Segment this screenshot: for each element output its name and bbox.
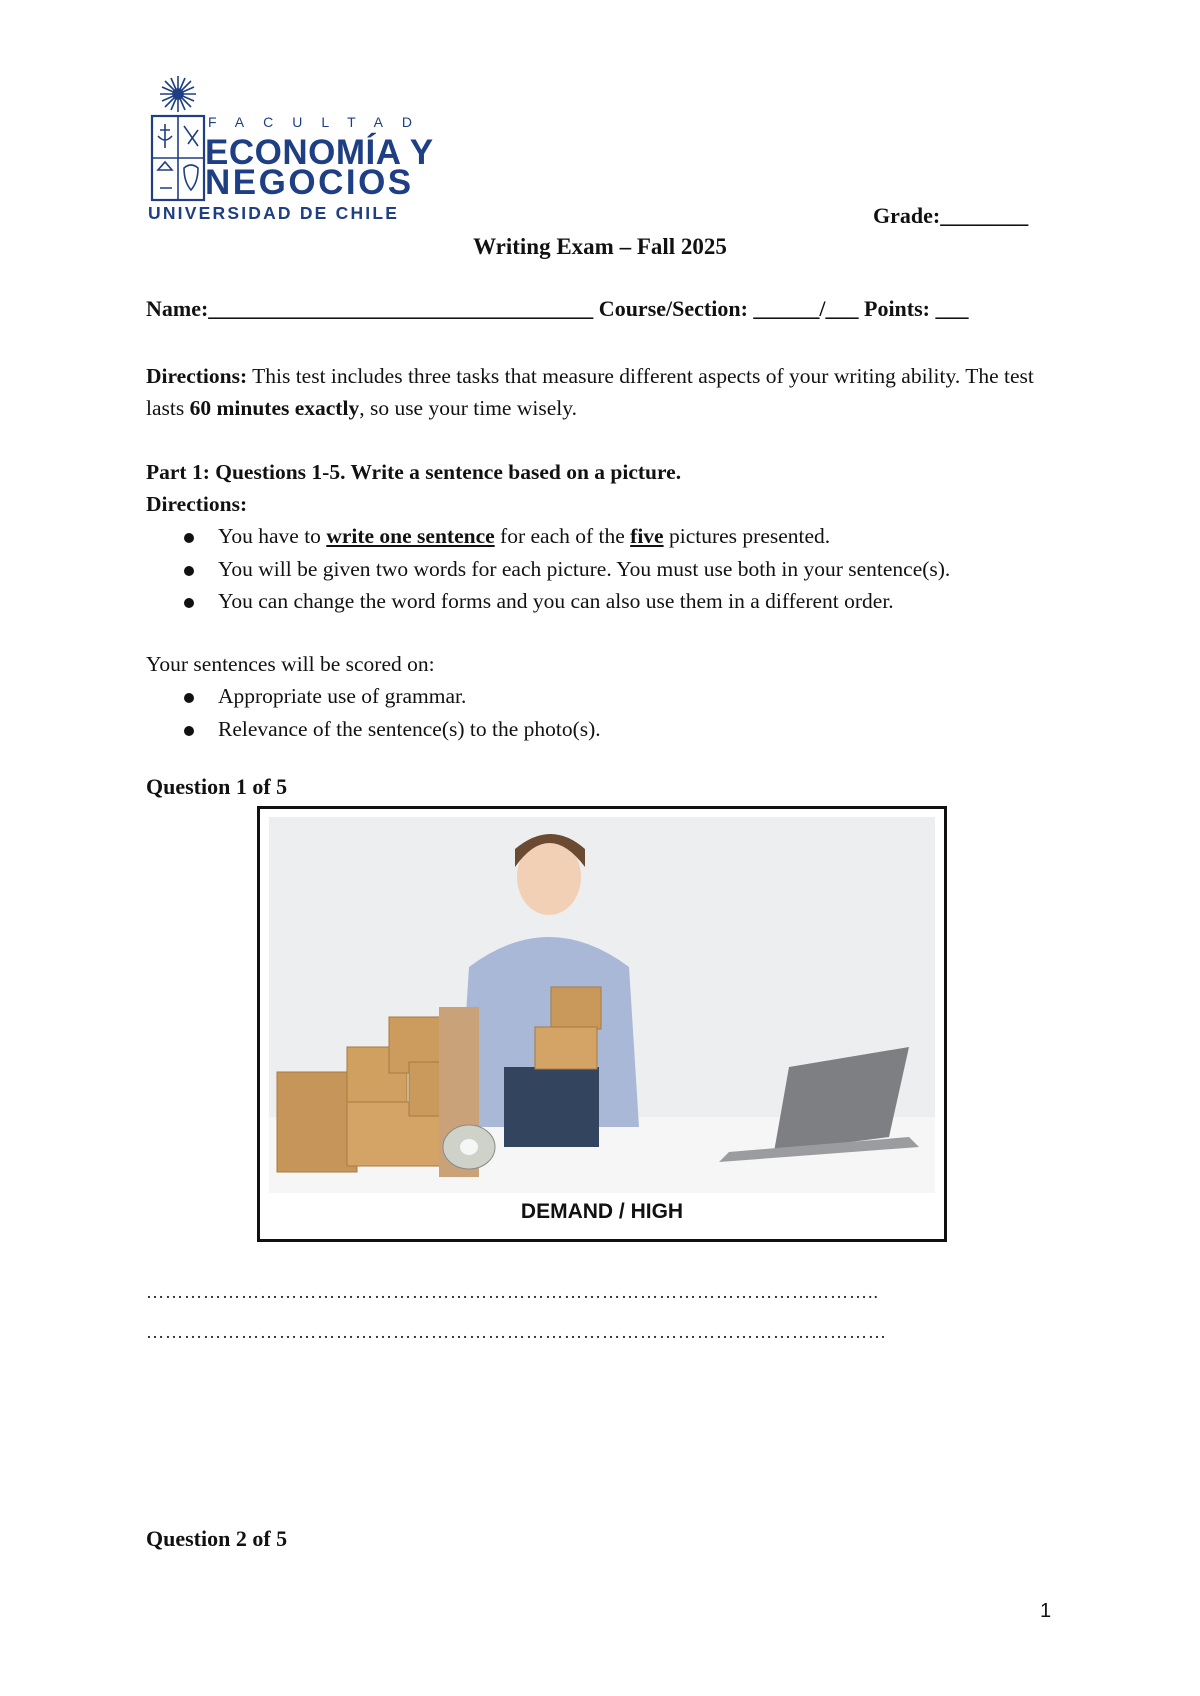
woman-with-boxes-photo [269, 817, 935, 1193]
part1-heading: Part 1: Questions 1-5. Write a sentence based on a picture. [146, 460, 682, 484]
logo-faculty-text: FACULTAD [208, 114, 432, 130]
general-directions [146, 360, 1066, 424]
logo-economia-text: ECONOMÍA Y [205, 133, 434, 172]
bullet-text: Appropriate use of grammar. [218, 684, 467, 708]
answer-line-2[interactable]: ……………………………………………………………………………………………………… [146, 1322, 887, 1342]
logo-university-text: UNIVERSIDAD DE CHILE [148, 203, 400, 223]
question1-picture-box [257, 806, 947, 1242]
answer-line-1[interactable]: …………………………………………………………………………………………………….. [146, 1282, 879, 1302]
bullet-emphasis: write one sentence [326, 524, 495, 548]
student-info-line: Name:___________________________________ Course/Section: ______/___ Points: ___ [146, 296, 969, 321]
question2-heading: Question 2 of 5 [146, 1526, 288, 1551]
part1-directions-label: Directions: [146, 492, 248, 516]
bullet-icon [184, 693, 194, 703]
part1-directions-list [180, 520, 1080, 618]
bullet-text: Relevance of the sentence(s) to the photo(s). [218, 716, 601, 741]
list-item [180, 553, 1080, 586]
bullet-text: for each of the [494, 524, 631, 548]
page-number: 1 [1040, 1600, 1052, 1622]
bullet-text: You will be given two words for each picture. You must use both in your sentence(s). [218, 556, 951, 581]
directions-emphasis: 60 minutes exactly [189, 396, 360, 420]
exam-title: Writing Exam – Fall 2025 [473, 234, 727, 259]
bullet-icon [184, 726, 194, 736]
directions-text-2: , so use your time wisely. [359, 396, 577, 420]
directions-text-1: This test includes three tasks that measure different aspects of your writing ability. The test lasts [146, 364, 1034, 420]
bullet-icon [184, 566, 194, 576]
scoring-criteria-list [180, 680, 1080, 745]
bullet-text: pictures presented. [663, 524, 831, 548]
logo-negocios-text: NEGOCIOS [205, 163, 414, 202]
question1-heading: Question 1 of 5 [146, 774, 288, 799]
bullet-emphasis: five [630, 524, 664, 548]
grade-field: Grade:________ [873, 203, 1029, 228]
bullet-icon [184, 598, 194, 608]
list-item [180, 585, 1080, 618]
directions-label: Directions: [146, 364, 248, 388]
question1-keywords: DEMAND / HIGH [520, 1200, 684, 1223]
list-item [180, 713, 1080, 746]
list-item [180, 520, 1080, 553]
scoring-intro: Your sentences will be scored on: [146, 652, 435, 676]
bullet-text: You can change the word forms and you can also use them in a different order. [218, 589, 894, 613]
bullet-text: You have to [218, 524, 327, 548]
bullet-icon [184, 533, 194, 543]
list-item [180, 680, 1080, 713]
